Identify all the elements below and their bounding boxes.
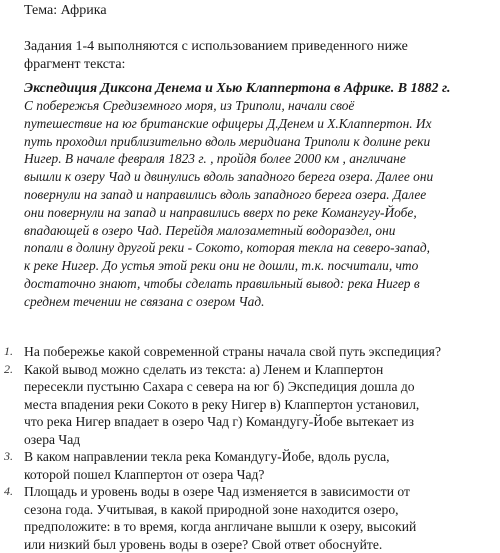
- question-number: 4.: [4, 484, 13, 498]
- question-line: предположите: в то время, когда англичане вышли к озеру, высокий: [24, 519, 417, 534]
- question-number: 1.: [4, 344, 13, 358]
- passage-line: достаточно знают, чтобы сделать правильный вывод: река Нигер в: [24, 275, 420, 291]
- question-number: 3.: [4, 449, 13, 463]
- passage-text: [24, 97, 494, 311]
- passage-line: путешествие на юг британские офицеры Д.Денем и Х.Клаппертон. Их: [24, 115, 432, 131]
- question-line: которой пошел Клаппертон от озера Чад?: [24, 466, 265, 482]
- question-line: В каком направлении текла река Командугу-Йобе, вдоль русла,: [24, 449, 390, 464]
- question-line: или низкий был уровень воды в озере? Свой ответ обоснуйте.: [24, 536, 383, 552]
- topic-heading: Тема: Африка: [24, 3, 107, 18]
- passage-title: Экспедиция Диксона Денема и Хью Клаппертона в Африке. В 1882 г.: [24, 81, 451, 96]
- question-line: места впадения реки Сокото в реку Нигер в) Клаппертон установил,: [24, 396, 420, 412]
- question-line: пересекли пустыню Сахара с севера на юг б) Экспедиция дошла до: [24, 379, 415, 394]
- passage-line: попали в долину другой реки - Сокото, которая текла на северо-запад,: [24, 240, 431, 256]
- passage-line: С побережья Средиземного моря, из Триполи, начали своё: [24, 98, 355, 113]
- passage-line: они повернули на запад и направились вверх по реке Комангугу-Йобе,: [24, 204, 417, 220]
- instructions-line: Задания 1-4 выполняются с использованием приведенного ниже: [24, 39, 408, 54]
- question-item: [0, 343, 500, 361]
- question-line: На побережье какой современной страны начала свой путь экспедиция?: [24, 344, 441, 359]
- passage-line: впадающей в озеро Чад. Перейдя малозаметный водораздел, они: [24, 222, 396, 238]
- question-line: что река Нигер впадает в озеро Чад г) Командугу-Йобе вытекает из: [24, 414, 415, 429]
- question-line: Какой вывод можно сделать из текста: а) Ленем и Клаппертон: [24, 361, 384, 377]
- question-line: сезона года. Учитывая, в какой природной зоне находится озеро,: [24, 501, 399, 517]
- passage-line: путь проходил приблизительно вдоль меридиана Триполи к долине реки: [24, 133, 431, 149]
- task-instructions: [24, 38, 486, 73]
- question-item: [0, 483, 500, 553]
- question-line: Площадь и уровень воды в озере Чад изменяется в зависимости от: [24, 484, 410, 499]
- question-list: [0, 343, 500, 553]
- question-line: озера Чад: [24, 431, 81, 447]
- instructions-line: фрагмент текста:: [24, 56, 126, 72]
- question-item: [0, 361, 500, 449]
- passage-line: вышли к озеру Чад и двинулись вдоль западного берега озера. Далее они: [24, 169, 434, 185]
- passage-line: повернули на запад и направились вдоль западного берега озера. Далее: [24, 186, 427, 202]
- question-number: 2.: [4, 361, 13, 376]
- passage-line: к реке Нигер. До устья этой реки они не дошли, т.к. посчитали, что: [24, 258, 419, 274]
- passage-line: Нигер. В начале февраля 1823 г. , пройдя более 2000 км , англичане: [24, 151, 406, 167]
- passage-line: среднем течении не связана с озером Чад.: [24, 293, 265, 309]
- question-item: [0, 448, 500, 483]
